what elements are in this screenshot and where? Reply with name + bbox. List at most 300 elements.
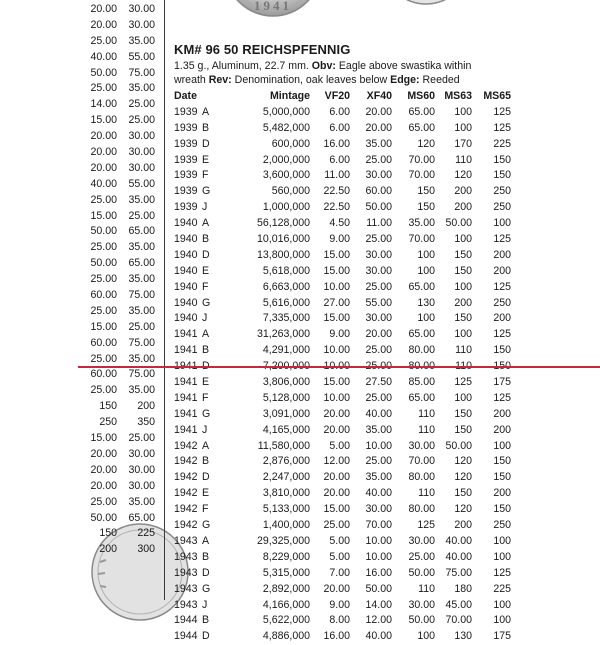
left-price-row — [84, 415, 158, 431]
row-year: 1942 — [174, 519, 198, 532]
left-price-low: 60.00 — [90, 289, 117, 302]
row-mint: D — [202, 137, 210, 150]
row-mintage: 56,128,000 — [256, 217, 310, 230]
coin-obverse-image — [218, 0, 328, 18]
row-vf20: 6.00 — [329, 105, 350, 118]
table-row — [174, 470, 514, 486]
left-price-row — [84, 240, 158, 256]
row-xf40: 40.00 — [365, 487, 392, 500]
row-year: 1943 — [174, 534, 198, 547]
row-vf20: 20.00 — [323, 423, 350, 436]
table-row — [174, 105, 514, 121]
row-xf40: 10.00 — [365, 550, 392, 563]
left-price-row — [84, 526, 158, 542]
row-mintage: 11,580,000 — [257, 439, 310, 452]
left-price-low: 50.00 — [90, 511, 117, 524]
row-year: 1941 — [174, 376, 198, 389]
row-ms63: 75.00 — [445, 566, 472, 579]
left-price-row — [84, 18, 158, 34]
left-price-row — [84, 304, 158, 320]
row-year: 1939 — [174, 121, 198, 134]
row-mintage: 2,247,000 — [262, 471, 310, 484]
table-row — [174, 598, 514, 614]
left-price-row — [84, 367, 158, 383]
left-price-row — [84, 320, 158, 336]
left-price-row — [84, 383, 158, 399]
left-price-high: 25.00 — [128, 209, 155, 222]
row-vf20: 11.00 — [324, 169, 350, 182]
row-mintage: 5,000,000 — [262, 105, 310, 118]
row-mint: F — [202, 280, 209, 293]
row-ms63: 40.00 — [445, 550, 472, 563]
row-year: 1941 — [174, 328, 198, 341]
left-price-low: 20.00 — [90, 479, 117, 492]
row-ms60: 70.00 — [408, 455, 435, 468]
row-ms65: 200 — [493, 487, 511, 500]
left-price-low: 25.00 — [90, 241, 117, 254]
row-vf20: 10.00 — [323, 280, 350, 293]
row-ms63: 130 — [454, 630, 472, 643]
left-price-low: 25.00 — [90, 82, 117, 95]
row-xf40: 25.00 — [365, 391, 392, 404]
edge-text: Reeded — [419, 74, 460, 86]
row-xf40: 25.00 — [365, 280, 392, 293]
row-ms63: 70.00 — [445, 614, 472, 627]
left-price-row — [84, 209, 158, 225]
row-mintage: 1,000,000 — [262, 201, 310, 214]
left-price-high: 30.00 — [128, 463, 155, 476]
left-price-high: 65.00 — [128, 225, 155, 238]
row-ms65: 250 — [493, 296, 511, 309]
row-ms60: 80.00 — [408, 503, 435, 516]
row-ms63: 110 — [455, 344, 472, 357]
table-row — [174, 184, 514, 200]
row-year: 1942 — [174, 439, 198, 452]
row-year: 1940 — [174, 217, 198, 230]
left-price-high: 30.00 — [128, 447, 155, 460]
left-price-high: 35.00 — [128, 352, 155, 365]
row-vf20: 4.50 — [329, 217, 350, 230]
row-ms63: 100 — [454, 280, 472, 293]
left-price-row — [84, 81, 158, 97]
row-mint: A — [202, 105, 210, 118]
desc-wreath: wreath — [174, 74, 209, 86]
row-ms60: 30.00 — [408, 598, 435, 611]
row-mint: F — [202, 169, 209, 182]
row-xf40: 50.00 — [365, 582, 392, 595]
row-ms65: 100 — [493, 614, 511, 627]
row-ms63: 150 — [454, 487, 472, 500]
table-row — [174, 439, 514, 455]
row-vf20: 22.50 — [323, 201, 350, 214]
left-price-low: 60.00 — [90, 336, 117, 349]
row-mintage: 5,616,000 — [262, 296, 310, 309]
row-xf40: 25.00 — [365, 344, 392, 357]
row-year: 1944 — [174, 630, 198, 643]
row-vf20: 8.00 — [329, 614, 350, 627]
row-ms60: 100 — [417, 264, 435, 277]
row-xf40: 25.00 — [365, 455, 392, 468]
row-year: 1940 — [174, 296, 198, 309]
left-price-high: 30.00 — [128, 130, 155, 143]
row-mint: D — [202, 471, 210, 484]
obv-text: Eagle above swastika within — [335, 60, 472, 72]
row-mintage: 5,128,000 — [262, 391, 310, 404]
row-year: 1940 — [174, 248, 198, 261]
left-price-low: 25.00 — [90, 193, 117, 206]
row-mint: B — [202, 121, 210, 134]
row-vf20: 15.00 — [323, 248, 350, 261]
table-header — [174, 89, 514, 105]
row-ms65: 100 — [493, 550, 511, 563]
row-ms65: 200 — [493, 423, 511, 436]
row-mint: E — [202, 153, 210, 166]
row-xf40: 30.00 — [365, 264, 392, 277]
left-price-row — [84, 288, 158, 304]
row-year: 1941 — [174, 407, 198, 420]
row-ms60: 100 — [417, 630, 435, 643]
row-ms65: 150 — [493, 455, 511, 468]
row-mintage: 3,600,000 — [262, 169, 310, 182]
row-mintage: 560,000 — [271, 185, 310, 198]
row-ms63: 150 — [454, 407, 472, 420]
row-mint: F — [202, 391, 209, 404]
left-price-row — [84, 129, 158, 145]
row-ms63: 100 — [454, 328, 472, 341]
row-vf20: 7.00 — [329, 566, 350, 579]
row-mint: D — [202, 566, 210, 579]
row-mint: B — [202, 344, 210, 357]
left-price-low: 20.00 — [90, 130, 117, 143]
left-price-low: 40.00 — [90, 50, 117, 63]
left-price-low: 20.00 — [90, 161, 117, 174]
table-row — [174, 327, 514, 343]
row-year: 1944 — [174, 614, 198, 627]
left-price-high: 65.00 — [128, 257, 155, 270]
row-xf40: 35.00 — [365, 471, 392, 484]
row-vf20: 20.00 — [323, 407, 350, 420]
left-price-row — [84, 113, 158, 129]
row-ms65: 250 — [493, 185, 511, 198]
left-price-row — [84, 336, 158, 352]
row-mintage: 3,810,000 — [262, 487, 310, 500]
left-price-high: 65.00 — [128, 511, 155, 524]
row-mintage: 1,400,000 — [262, 519, 310, 532]
table-row — [174, 534, 514, 550]
row-ms60: 80.00 — [408, 471, 435, 484]
row-mint: B — [202, 614, 210, 627]
table-row — [174, 375, 514, 391]
left-price-row — [84, 224, 158, 240]
left-price-row — [84, 431, 158, 447]
row-ms65: 175 — [493, 630, 511, 643]
row-mintage: 10,016,000 — [256, 233, 310, 246]
row-mint: D — [202, 248, 210, 261]
left-price-high: 350 — [137, 416, 155, 429]
left-price-high: 75.00 — [128, 66, 155, 79]
col-xf40: XF40 — [366, 90, 392, 102]
left-price-high: 225 — [137, 527, 155, 540]
row-vf20: 15.00 — [323, 312, 350, 325]
row-ms60: 25.00 — [408, 550, 435, 563]
row-ms65: 200 — [493, 407, 511, 420]
row-vf20: 10.00 — [323, 344, 350, 357]
row-ms65: 100 — [493, 598, 511, 611]
row-mint: F — [202, 503, 209, 516]
row-ms65: 125 — [493, 105, 511, 118]
row-ms63: 150 — [454, 248, 472, 261]
row-vf20: 22.50 — [323, 185, 350, 198]
row-ms60: 70.00 — [408, 169, 435, 182]
row-ms63: 45.00 — [445, 598, 472, 611]
row-xf40: 40.00 — [365, 630, 392, 643]
row-mintage: 5,482,000 — [262, 121, 310, 134]
row-mint: B — [202, 233, 210, 246]
row-vf20: 25.00 — [323, 519, 350, 532]
edge-label: Edge: — [390, 74, 420, 86]
row-mint: A — [202, 439, 210, 452]
table-row — [174, 168, 514, 184]
row-ms65: 125 — [493, 391, 511, 404]
table-row — [174, 153, 514, 169]
row-vf20: 10.00 — [323, 391, 350, 404]
table-row — [174, 423, 514, 439]
col-ms65: MS65 — [483, 90, 511, 102]
row-mint: D — [202, 630, 210, 643]
row-year: 1940 — [174, 233, 198, 246]
row-ms60: 30.00 — [408, 439, 435, 452]
table-row — [174, 486, 514, 502]
row-year: 1940 — [174, 264, 198, 277]
left-price-row — [84, 145, 158, 161]
row-mint: J — [202, 201, 208, 214]
row-ms65: 125 — [493, 566, 511, 579]
row-ms60: 150 — [417, 201, 435, 214]
row-ms63: 120 — [454, 503, 472, 516]
row-vf20: 6.00 — [329, 153, 350, 166]
left-price-row — [84, 2, 158, 18]
left-price-low: 50.00 — [90, 257, 117, 270]
row-vf20: 5.00 — [329, 550, 350, 563]
left-price-row — [84, 542, 158, 558]
left-price-low: 50.00 — [90, 66, 117, 79]
table-row — [174, 248, 514, 264]
row-vf20: 27.00 — [323, 296, 350, 309]
row-ms63: 100 — [454, 391, 472, 404]
left-price-high: 35.00 — [128, 273, 155, 286]
row-xf40: 12.00 — [365, 614, 392, 627]
row-ms60: 120 — [417, 137, 435, 150]
row-ms63: 100 — [454, 105, 472, 118]
row-ms63: 50.00 — [445, 217, 472, 230]
row-year: 1943 — [174, 566, 198, 579]
row-mint: A — [202, 534, 210, 547]
row-xf40: 25.00 — [365, 233, 392, 246]
row-ms63: 170 — [454, 137, 472, 150]
row-year: 1942 — [174, 471, 198, 484]
left-price-low: 20.00 — [90, 146, 117, 159]
left-price-high: 30.00 — [128, 3, 155, 15]
row-ms65: 150 — [493, 503, 511, 516]
row-xf40: 30.00 — [365, 503, 392, 516]
desc-specs: 1.35 g., Aluminum, 22.7 mm. — [174, 60, 312, 72]
row-ms65: 125 — [493, 121, 511, 134]
row-ms65: 225 — [493, 582, 511, 595]
row-mint: J — [202, 312, 208, 325]
row-vf20: 12.00 — [323, 455, 350, 468]
left-price-high: 35.00 — [128, 495, 155, 508]
row-vf20: 20.00 — [323, 471, 350, 484]
row-mint: A — [202, 328, 210, 341]
row-ms63: 150 — [454, 423, 472, 436]
row-ms60: 85.00 — [408, 376, 435, 389]
row-xf40: 30.00 — [365, 248, 392, 261]
row-ms63: 120 — [454, 471, 472, 484]
row-year: 1939 — [174, 153, 198, 166]
row-year: 1941 — [174, 423, 198, 436]
row-mint: J — [202, 598, 208, 611]
row-mintage: 600,000 — [271, 137, 310, 150]
left-price-high: 55.00 — [128, 50, 155, 63]
row-ms63: 200 — [454, 296, 472, 309]
row-xf40: 20.00 — [365, 328, 392, 341]
row-ms63: 150 — [454, 312, 472, 325]
row-mint: B — [202, 550, 210, 563]
row-vf20: 20.00 — [323, 582, 350, 595]
row-year: 1939 — [174, 185, 198, 198]
row-ms65: 125 — [493, 280, 511, 293]
left-price-row — [84, 399, 158, 415]
col-ms63: MS63 — [444, 90, 472, 102]
left-price-row — [84, 34, 158, 50]
left-price-row — [84, 161, 158, 177]
row-mint: A — [202, 217, 210, 230]
table-row — [174, 264, 514, 280]
row-mintage: 8,229,000 — [262, 550, 310, 563]
row-ms63: 110 — [455, 153, 472, 166]
row-ms65: 200 — [493, 312, 511, 325]
table-row — [174, 343, 514, 359]
left-price-low: 25.00 — [90, 273, 117, 286]
row-xf40: 20.00 — [365, 105, 392, 118]
row-year: 1942 — [174, 503, 198, 516]
table-row — [174, 629, 514, 645]
left-price-high: 25.00 — [128, 98, 155, 111]
left-price-high: 35.00 — [128, 241, 155, 254]
row-ms60: 100 — [417, 248, 435, 261]
row-xf40: 11.00 — [366, 217, 392, 230]
table-row — [174, 232, 514, 248]
left-price-row — [84, 256, 158, 272]
row-xf40: 10.00 — [365, 534, 392, 547]
left-price-low: 14.00 — [90, 98, 117, 111]
left-price-low: 25.00 — [90, 304, 117, 317]
row-mintage: 2,000,000 — [262, 153, 310, 166]
row-ms65: 250 — [493, 519, 511, 532]
row-mintage: 31,263,000 — [256, 328, 310, 341]
row-mintage: 3,091,000 — [262, 407, 310, 420]
left-price-high: 35.00 — [128, 82, 155, 95]
left-price-row — [84, 495, 158, 511]
row-year: 1940 — [174, 280, 198, 293]
row-ms63: 200 — [454, 185, 472, 198]
table-row — [174, 502, 514, 518]
row-ms63: 40.00 — [445, 534, 472, 547]
row-ms65: 150 — [493, 344, 511, 357]
row-vf20: 6.00 — [329, 121, 350, 134]
row-ms65: 125 — [493, 233, 511, 246]
left-price-row — [84, 177, 158, 193]
col-ms60: MS60 — [407, 90, 435, 102]
left-price-column — [84, 2, 158, 558]
row-mint: G — [202, 582, 211, 595]
row-ms63: 120 — [454, 169, 472, 182]
row-ms65: 150 — [493, 153, 511, 166]
table-row — [174, 121, 514, 137]
row-mint: B — [202, 455, 210, 468]
row-mintage: 5,618,000 — [262, 264, 310, 277]
row-ms60: 65.00 — [408, 391, 435, 404]
row-ms60: 30.00 — [408, 534, 435, 547]
left-price-high: 35.00 — [128, 304, 155, 317]
row-vf20: 5.00 — [329, 534, 350, 547]
row-xf40: 35.00 — [365, 423, 392, 436]
table-row — [174, 280, 514, 296]
coin-title: KM# 96 50 REICHSPFENNIG — [174, 42, 351, 57]
left-price-high: 75.00 — [128, 368, 155, 381]
table-row — [174, 454, 514, 470]
left-price-low: 40.00 — [90, 177, 117, 190]
row-xf40: 60.00 — [365, 185, 392, 198]
left-price-high: 25.00 — [128, 320, 155, 333]
table-row — [174, 582, 514, 598]
row-ms60: 65.00 — [408, 105, 435, 118]
left-price-low: 25.00 — [90, 34, 117, 47]
row-ms60: 65.00 — [408, 280, 435, 293]
row-vf20: 15.00 — [323, 503, 350, 516]
row-year: 1939 — [174, 105, 198, 118]
row-mint: G — [202, 185, 211, 198]
left-price-low: 150 — [99, 400, 117, 413]
row-ms60: 80.00 — [408, 344, 435, 357]
row-vf20: 16.00 — [323, 137, 350, 150]
row-ms60: 110 — [418, 582, 435, 595]
row-ms63: 125 — [454, 376, 472, 389]
row-ms60: 65.00 — [408, 328, 435, 341]
left-price-low: 200 — [99, 543, 117, 556]
row-ms60: 50.00 — [408, 614, 435, 627]
row-mint: G — [202, 519, 211, 532]
row-xf40: 10.00 — [365, 439, 392, 452]
row-ms60: 100 — [417, 312, 435, 325]
left-price-high: 200 — [137, 400, 155, 413]
rev-text: Denomination, oak leaves below — [231, 74, 391, 86]
row-xf40: 40.00 — [365, 407, 392, 420]
col-date: Date — [174, 90, 197, 102]
row-year: 1942 — [174, 455, 198, 468]
row-ms63: 100 — [454, 121, 472, 134]
row-ms63: 200 — [454, 519, 472, 532]
left-price-row — [84, 463, 158, 479]
left-price-high: 30.00 — [128, 479, 155, 492]
left-price-low: 20.00 — [90, 463, 117, 476]
left-price-high: 30.00 — [128, 161, 155, 174]
row-xf40: 16.00 — [365, 566, 392, 579]
left-price-row — [84, 66, 158, 82]
left-price-high: 25.00 — [128, 432, 155, 445]
left-price-low: 20.00 — [90, 447, 117, 460]
row-mintage: 13,800,000 — [256, 248, 310, 261]
